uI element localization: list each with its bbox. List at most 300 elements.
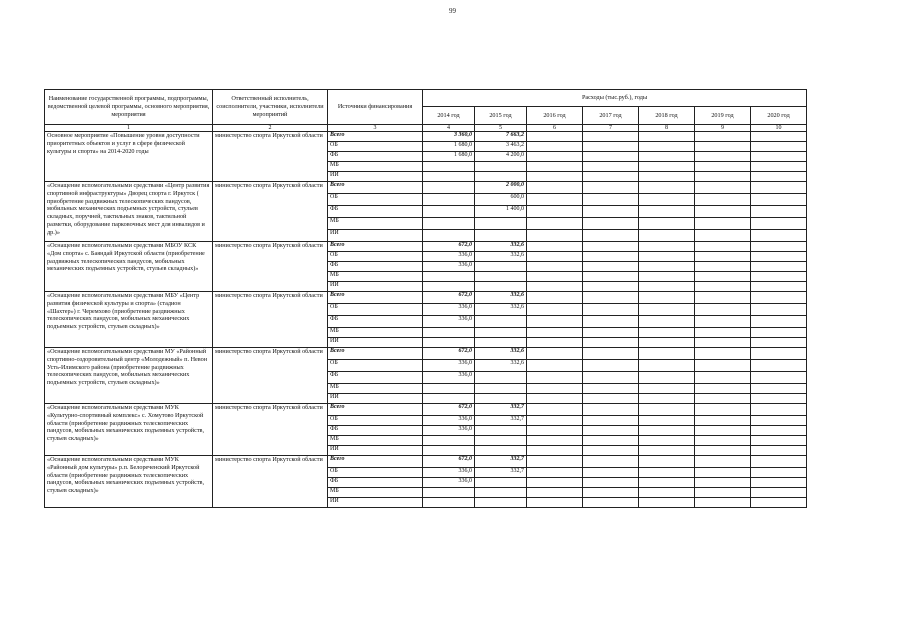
executor-cell: министерство спорта Иркутской области: [213, 182, 328, 242]
funding-source: МБ: [328, 384, 423, 394]
value-2015: [475, 488, 527, 498]
value-2014: 336,0: [423, 262, 475, 272]
value-2015: [475, 372, 527, 384]
empty-cell: [695, 172, 751, 182]
empty-cell: [695, 404, 751, 416]
value-2014: [423, 218, 475, 230]
header-year: 2020 год: [751, 107, 807, 125]
value-2014: 672,0: [423, 292, 475, 304]
empty-cell: [583, 488, 639, 498]
value-2015: 332,7: [475, 468, 527, 478]
funding-source: Всего: [328, 132, 423, 142]
empty-cell: [583, 360, 639, 372]
empty-cell: [527, 162, 583, 172]
table-row: [45, 348, 807, 360]
empty-cell: [639, 436, 695, 446]
empty-cell: [639, 316, 695, 328]
value-2015: 2 000,0: [475, 182, 527, 194]
empty-cell: [751, 360, 807, 372]
empty-cell: [695, 436, 751, 446]
empty-cell: [751, 426, 807, 436]
empty-cell: [639, 172, 695, 182]
funding-source: ФБ: [328, 316, 423, 328]
empty-cell: [583, 304, 639, 316]
value-2014: [423, 162, 475, 172]
empty-cell: [639, 262, 695, 272]
page-number: 99: [449, 7, 456, 15]
empty-cell: [583, 384, 639, 394]
empty-cell: [695, 328, 751, 338]
value-2015: 332,6: [475, 348, 527, 360]
empty-cell: [695, 488, 751, 498]
funding-source: ИИ: [328, 338, 423, 348]
empty-cell: [583, 262, 639, 272]
empty-cell: [751, 338, 807, 348]
empty-cell: [527, 142, 583, 152]
empty-cell: [583, 252, 639, 262]
empty-cell: [751, 172, 807, 182]
empty-cell: [751, 206, 807, 218]
column-number: 7: [583, 125, 639, 132]
funding-source: ФБ: [328, 152, 423, 162]
empty-cell: [583, 292, 639, 304]
value-2014: [423, 328, 475, 338]
empty-cell: [583, 498, 639, 508]
empty-cell: [751, 468, 807, 478]
column-number: 8: [639, 125, 695, 132]
header-year: 2015 год: [475, 107, 527, 125]
value-2014: [423, 282, 475, 292]
empty-cell: [695, 230, 751, 242]
empty-cell: [751, 328, 807, 338]
value-2015: [475, 162, 527, 172]
executor-cell: министерство спорта Иркутской области: [213, 348, 328, 404]
empty-cell: [751, 272, 807, 282]
empty-cell: [751, 218, 807, 230]
empty-cell: [527, 262, 583, 272]
empty-cell: [583, 338, 639, 348]
header-source: Источники финансирования: [328, 90, 423, 125]
empty-cell: [751, 416, 807, 426]
empty-cell: [639, 242, 695, 252]
column-number: 1: [45, 125, 213, 132]
empty-cell: [527, 348, 583, 360]
empty-cell: [695, 152, 751, 162]
value-2014: 1 680,0: [423, 142, 475, 152]
funding-source: МБ: [328, 272, 423, 282]
value-2015: [475, 316, 527, 328]
empty-cell: [527, 316, 583, 328]
activity-name: «Оснащение вспомогательными средствами МБУ «Центр развития физической культуры и спорта» (стадион «Шахтер») г. Черемхово (приобретение раздвижных телескопических пандусов, мобильных механических подъемных устройств, стульев складных)»: [45, 292, 213, 348]
value-2015: 332,6: [475, 304, 527, 316]
header-name: Наименование государственной программы, подпрограммы, ведомственной целевой программы, основного мероприятия, мероприятия: [45, 90, 213, 125]
empty-cell: [527, 172, 583, 182]
empty-cell: [583, 416, 639, 426]
empty-cell: [695, 262, 751, 272]
empty-cell: [695, 132, 751, 142]
funding-source: Всего: [328, 348, 423, 360]
value-2015: 332,7: [475, 404, 527, 416]
empty-cell: [639, 282, 695, 292]
activity-name: «Оснащение вспомогательными средствами МУК «Культурно-спортивный комплекс» с. Хомутово Иркутской области (приобретение раздвижных телескопических пандусов, мобильных механических подъемных устройств, стульев складных)»: [45, 404, 213, 456]
empty-cell: [751, 162, 807, 172]
empty-cell: [583, 372, 639, 384]
header-year: 2018 год: [639, 107, 695, 125]
empty-cell: [695, 478, 751, 488]
empty-cell: [695, 498, 751, 508]
empty-cell: [639, 456, 695, 468]
empty-cell: [527, 456, 583, 468]
expenses-table: [44, 89, 807, 508]
empty-cell: [695, 272, 751, 282]
executor-cell: министерство спорта Иркутской области: [213, 456, 328, 508]
value-2014: [423, 446, 475, 456]
executor-cell: министерство спорта Иркутской области: [213, 132, 328, 182]
funding-source: ФБ: [328, 206, 423, 218]
column-number: 4: [423, 125, 475, 132]
empty-cell: [583, 316, 639, 328]
empty-cell: [527, 436, 583, 446]
value-2014: [423, 384, 475, 394]
activity-name: «Оснащение вспомогательными средствами МУ «Районный спортивно-оздоровительный центр «Молодежный» п. Невон Усть-Илимского района (приобретение раздвижных телескопических пандусов, мобильных механических подъемных устройств, стульев складных)»: [45, 348, 213, 404]
funding-source: Всего: [328, 404, 423, 416]
empty-cell: [527, 372, 583, 384]
value-2014: 336,0: [423, 468, 475, 478]
header-executor: Ответственный исполнитель, соисполнители, участники, исполнители мероприятий: [213, 90, 328, 125]
empty-cell: [751, 404, 807, 416]
empty-cell: [639, 218, 695, 230]
funding-source: ОБ: [328, 360, 423, 372]
value-2015: [475, 394, 527, 404]
value-2014: [423, 272, 475, 282]
empty-cell: [639, 142, 695, 152]
empty-cell: [695, 206, 751, 218]
empty-cell: [695, 242, 751, 252]
empty-cell: [751, 446, 807, 456]
value-2014: [423, 172, 475, 182]
funding-source: Всего: [328, 182, 423, 194]
value-2014: [423, 498, 475, 508]
empty-cell: [527, 360, 583, 372]
column-number: 10: [751, 125, 807, 132]
empty-cell: [527, 194, 583, 206]
empty-cell: [583, 142, 639, 152]
empty-cell: [695, 416, 751, 426]
empty-cell: [527, 446, 583, 456]
empty-cell: [583, 436, 639, 446]
empty-cell: [751, 488, 807, 498]
value-2015: [475, 218, 527, 230]
value-2015: 332,7: [475, 416, 527, 426]
value-2014: 336,0: [423, 360, 475, 372]
funding-source: ОБ: [328, 142, 423, 152]
executor-cell: министерство спорта Иркутской области: [213, 242, 328, 292]
funding-source: ФБ: [328, 262, 423, 272]
value-2015: [475, 282, 527, 292]
table-row: [45, 404, 807, 416]
empty-cell: [639, 194, 695, 206]
empty-cell: [639, 348, 695, 360]
empty-cell: [583, 194, 639, 206]
empty-cell: [583, 328, 639, 338]
empty-cell: [583, 456, 639, 468]
empty-cell: [695, 194, 751, 206]
empty-cell: [695, 360, 751, 372]
column-number: 6: [527, 125, 583, 132]
empty-cell: [639, 132, 695, 142]
empty-cell: [527, 384, 583, 394]
table-row: [45, 182, 807, 194]
empty-cell: [751, 230, 807, 242]
value-2015: [475, 262, 527, 272]
empty-cell: [695, 316, 751, 328]
empty-cell: [695, 142, 751, 152]
executor-cell: министерство спорта Иркутской области: [213, 404, 328, 456]
empty-cell: [527, 498, 583, 508]
value-2014: 336,0: [423, 416, 475, 426]
empty-cell: [527, 416, 583, 426]
value-2015: 7 663,2: [475, 132, 527, 142]
empty-cell: [639, 162, 695, 172]
empty-cell: [527, 152, 583, 162]
value-2015: [475, 436, 527, 446]
value-2015: [475, 328, 527, 338]
value-2014: [423, 194, 475, 206]
funding-source: ФБ: [328, 426, 423, 436]
header-year: 2019 год: [695, 107, 751, 125]
funding-source: МБ: [328, 488, 423, 498]
value-2015: [475, 272, 527, 282]
empty-cell: [695, 282, 751, 292]
empty-cell: [583, 206, 639, 218]
empty-cell: [583, 426, 639, 436]
empty-cell: [639, 384, 695, 394]
empty-cell: [695, 446, 751, 456]
activity-name: Основное мероприятие «Повышение уровня доступности приоритетных объектов и услуг в сфере физической культуры и спорта» на 2014-2020 годы: [45, 132, 213, 182]
funding-source: ИИ: [328, 394, 423, 404]
value-2014: 336,0: [423, 316, 475, 328]
value-2014: 336,0: [423, 478, 475, 488]
funding-source: ИИ: [328, 172, 423, 182]
empty-cell: [751, 292, 807, 304]
value-2015: 332,6: [475, 242, 527, 252]
empty-cell: [751, 436, 807, 446]
empty-cell: [695, 384, 751, 394]
empty-cell: [583, 478, 639, 488]
empty-cell: [751, 316, 807, 328]
empty-cell: [639, 468, 695, 478]
empty-cell: [527, 426, 583, 436]
empty-cell: [583, 446, 639, 456]
funding-source: ОБ: [328, 416, 423, 426]
executor-cell: министерство спорта Иркутской области: [213, 292, 328, 348]
value-2014: 336,0: [423, 304, 475, 316]
value-2014: 672,0: [423, 404, 475, 416]
empty-cell: [583, 172, 639, 182]
empty-cell: [695, 252, 751, 262]
empty-cell: [527, 182, 583, 194]
value-2015: [475, 446, 527, 456]
empty-cell: [583, 348, 639, 360]
empty-cell: [527, 252, 583, 262]
column-number: 9: [695, 125, 751, 132]
funding-source: МБ: [328, 328, 423, 338]
empty-cell: [639, 372, 695, 384]
header-year: 2016 год: [527, 107, 583, 125]
value-2014: [423, 338, 475, 348]
value-2014: 672,0: [423, 242, 475, 252]
empty-cell: [695, 182, 751, 194]
empty-cell: [583, 394, 639, 404]
empty-cell: [695, 456, 751, 468]
value-2014: 1 680,0: [423, 152, 475, 162]
empty-cell: [639, 230, 695, 242]
table-row: [45, 242, 807, 252]
empty-cell: [639, 272, 695, 282]
empty-cell: [639, 488, 695, 498]
value-2015: 4 200,0: [475, 152, 527, 162]
funding-source: МБ: [328, 162, 423, 172]
empty-cell: [695, 162, 751, 172]
funding-source: Всего: [328, 456, 423, 468]
empty-cell: [527, 282, 583, 292]
column-number: 2: [213, 125, 328, 132]
empty-cell: [751, 282, 807, 292]
value-2015: [475, 384, 527, 394]
empty-cell: [583, 404, 639, 416]
empty-cell: [751, 182, 807, 194]
funding-source: ИИ: [328, 230, 423, 242]
funding-source: ИИ: [328, 446, 423, 456]
funding-source: Всего: [328, 242, 423, 252]
funding-source: ОБ: [328, 304, 423, 316]
empty-cell: [583, 218, 639, 230]
empty-cell: [695, 372, 751, 384]
empty-cell: [639, 304, 695, 316]
empty-cell: [527, 478, 583, 488]
empty-cell: [695, 292, 751, 304]
value-2014: 336,0: [423, 426, 475, 436]
empty-cell: [639, 252, 695, 262]
value-2014: [423, 488, 475, 498]
empty-cell: [695, 218, 751, 230]
empty-cell: [695, 394, 751, 404]
empty-cell: [751, 478, 807, 488]
funding-source: ОБ: [328, 194, 423, 206]
empty-cell: [527, 404, 583, 416]
empty-cell: [639, 360, 695, 372]
empty-cell: [751, 304, 807, 316]
value-2014: 336,0: [423, 372, 475, 384]
value-2014: [423, 206, 475, 218]
table-row: [45, 292, 807, 304]
empty-cell: [751, 384, 807, 394]
value-2014: 672,0: [423, 348, 475, 360]
empty-cell: [751, 194, 807, 206]
empty-cell: [695, 468, 751, 478]
value-2015: 3 463,2: [475, 142, 527, 152]
empty-cell: [751, 132, 807, 142]
activity-name: «Оснащение вспомогательными средствами МБОУ КСК «Дом спорта» с. Баяндай Иркутской области (приобретение раздвижных телескопических пандусов, мобильных механических подъемных устройств, стульев складных)»: [45, 242, 213, 292]
empty-cell: [527, 468, 583, 478]
empty-cell: [751, 348, 807, 360]
empty-cell: [527, 304, 583, 316]
empty-cell: [639, 478, 695, 488]
empty-cell: [751, 152, 807, 162]
value-2015: 332,7: [475, 456, 527, 468]
empty-cell: [639, 394, 695, 404]
column-number: 5: [475, 125, 527, 132]
header-expenses: Расходы (тыс.руб.), годы: [423, 90, 807, 107]
empty-cell: [639, 328, 695, 338]
value-2015: 1 400,0: [475, 206, 527, 218]
empty-cell: [751, 456, 807, 468]
value-2015: [475, 338, 527, 348]
empty-cell: [527, 328, 583, 338]
empty-cell: [695, 304, 751, 316]
value-2015: [475, 426, 527, 436]
table-row: [45, 132, 807, 142]
value-2015: 600,0: [475, 194, 527, 206]
header-year: 2014 год: [423, 107, 475, 125]
value-2014: [423, 394, 475, 404]
empty-cell: [751, 252, 807, 262]
funding-source: ОБ: [328, 252, 423, 262]
value-2015: 332,6: [475, 360, 527, 372]
value-2014: [423, 436, 475, 446]
empty-cell: [527, 218, 583, 230]
empty-cell: [639, 292, 695, 304]
empty-cell: [751, 498, 807, 508]
empty-cell: [639, 446, 695, 456]
empty-cell: [583, 132, 639, 142]
empty-cell: [527, 488, 583, 498]
empty-cell: [639, 206, 695, 218]
funding-source: ФБ: [328, 372, 423, 384]
table-row: [45, 456, 807, 468]
value-2014: 3 360,0: [423, 132, 475, 142]
value-2015: [475, 498, 527, 508]
empty-cell: [527, 132, 583, 142]
value-2014: 672,0: [423, 456, 475, 468]
value-2015: 332,6: [475, 292, 527, 304]
funding-source: МБ: [328, 436, 423, 446]
empty-cell: [527, 242, 583, 252]
activity-name: «Оснащение вспомогательными средствами МУК «Районный дом культуры» р.п. Белореченский Иркутской области (приобретение раздвижных телескопических пандусов, мобильных механических подъемных устройств, стульев складных)»: [45, 456, 213, 508]
value-2015: [475, 478, 527, 488]
empty-cell: [527, 338, 583, 348]
value-2015: 332,6: [475, 252, 527, 262]
value-2015: [475, 230, 527, 242]
empty-cell: [527, 394, 583, 404]
funding-source: ИИ: [328, 282, 423, 292]
empty-cell: [583, 230, 639, 242]
value-2014: [423, 230, 475, 242]
empty-cell: [639, 416, 695, 426]
empty-cell: [751, 394, 807, 404]
header-year: 2017 год: [583, 107, 639, 125]
funding-source: МБ: [328, 218, 423, 230]
empty-cell: [583, 282, 639, 292]
empty-cell: [583, 162, 639, 172]
empty-cell: [695, 348, 751, 360]
empty-cell: [583, 152, 639, 162]
empty-cell: [639, 152, 695, 162]
empty-cell: [751, 372, 807, 384]
funding-source: ИИ: [328, 498, 423, 508]
empty-cell: [751, 262, 807, 272]
empty-cell: [527, 292, 583, 304]
